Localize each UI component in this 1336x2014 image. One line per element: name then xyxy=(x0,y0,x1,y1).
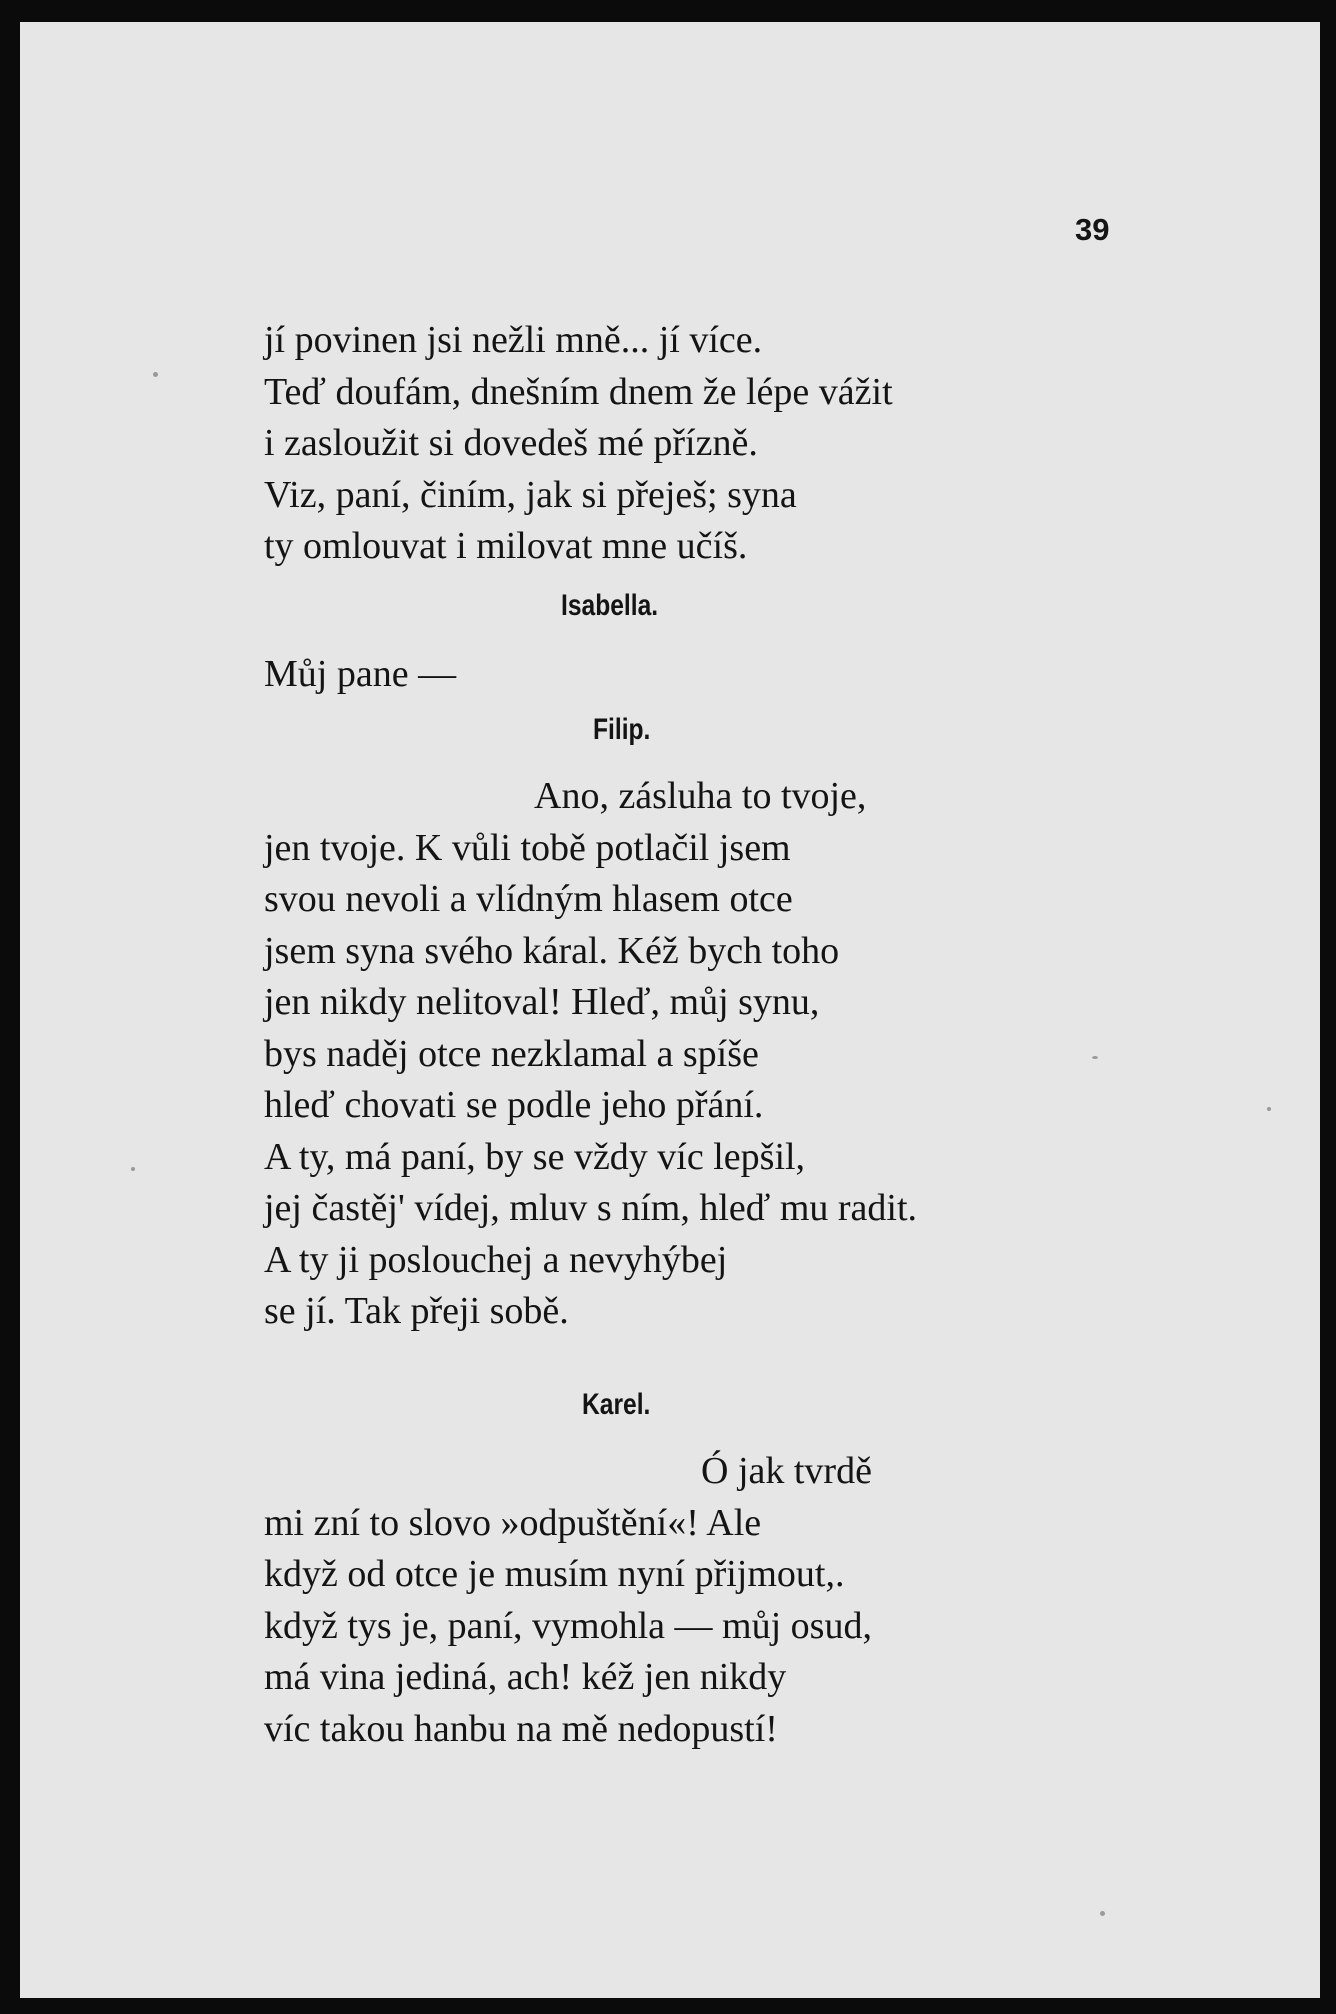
verse-block-3 xyxy=(264,771,1164,1338)
verse-line: ty omlouvat i milovat mne učíš. xyxy=(264,525,748,567)
speaker-name-isabella: Isabella. xyxy=(561,589,659,622)
verse-line: Teď doufám, dnešním dnem že lépe vážit xyxy=(264,370,893,413)
scan-speck xyxy=(153,372,158,377)
verse-line: Ano, zásluha to tvoje, xyxy=(534,775,867,817)
scan-speck xyxy=(1100,1911,1105,1916)
verse-block-2 xyxy=(264,649,1164,701)
verse-line: když tys je, paní, vymohla — můj osud, xyxy=(264,1604,872,1647)
verse-line: Viz, paní, činím, jak si přeješ; syna xyxy=(264,473,797,516)
verse-line: svou nevoli a vlídným hlasem otce xyxy=(264,878,793,920)
verse-line: A ty, má paní, by se vždy víc lepšil, xyxy=(264,1135,806,1178)
verse-line: Můj pane — xyxy=(264,653,457,695)
verse-line: bys naděj otce nezklamal a spíše xyxy=(264,1032,759,1075)
scan-speck xyxy=(1092,1056,1098,1059)
verse-block-4 xyxy=(264,1446,1164,1755)
book-page xyxy=(20,22,1320,1998)
verse-line: i zasloužit si dovedeš mé přízně. xyxy=(264,422,758,464)
verse-line: jen nikdy nelitoval! Hleď, můj synu, xyxy=(264,981,820,1023)
speaker-name-filip: Filip. xyxy=(593,713,651,746)
verse-line: se jí. Tak přeji sobě. xyxy=(264,1290,569,1332)
verse-line: mi zní to slovo »odpuštění«! Ale xyxy=(264,1501,762,1544)
verse-line: hleď chovati se podle jeho přání. xyxy=(264,1084,764,1126)
verse-line: Ó jak tvrdě xyxy=(701,1450,872,1492)
scan-speck xyxy=(131,1167,135,1171)
scan-speck xyxy=(1267,1107,1271,1111)
verse-line: jej častěj' vídej, mluv s ním, hleď mu radit. xyxy=(264,1187,918,1229)
verse-line: A ty ji poslouchej a nevyhýbej xyxy=(264,1238,728,1281)
verse-line: víc takou hanbu na mě nedopustí! xyxy=(264,1707,778,1750)
verse-line: má vina jediná, ach! kéž jen nikdy xyxy=(264,1656,787,1698)
page-number: 39 xyxy=(1075,212,1110,247)
verse-line: jí povinen jsi nežli mně... jí více. xyxy=(264,319,763,361)
verse-block-1 xyxy=(264,315,1164,573)
verse-line: jsem syna svého káral. Kéž bych toho xyxy=(264,929,840,972)
verse-line: jen tvoje. K vůli tobě potlačil jsem xyxy=(264,826,791,869)
speaker-name-karel: Karel. xyxy=(582,1388,651,1421)
verse-line: když od otce je musím nyní přijmout,. xyxy=(264,1553,845,1595)
